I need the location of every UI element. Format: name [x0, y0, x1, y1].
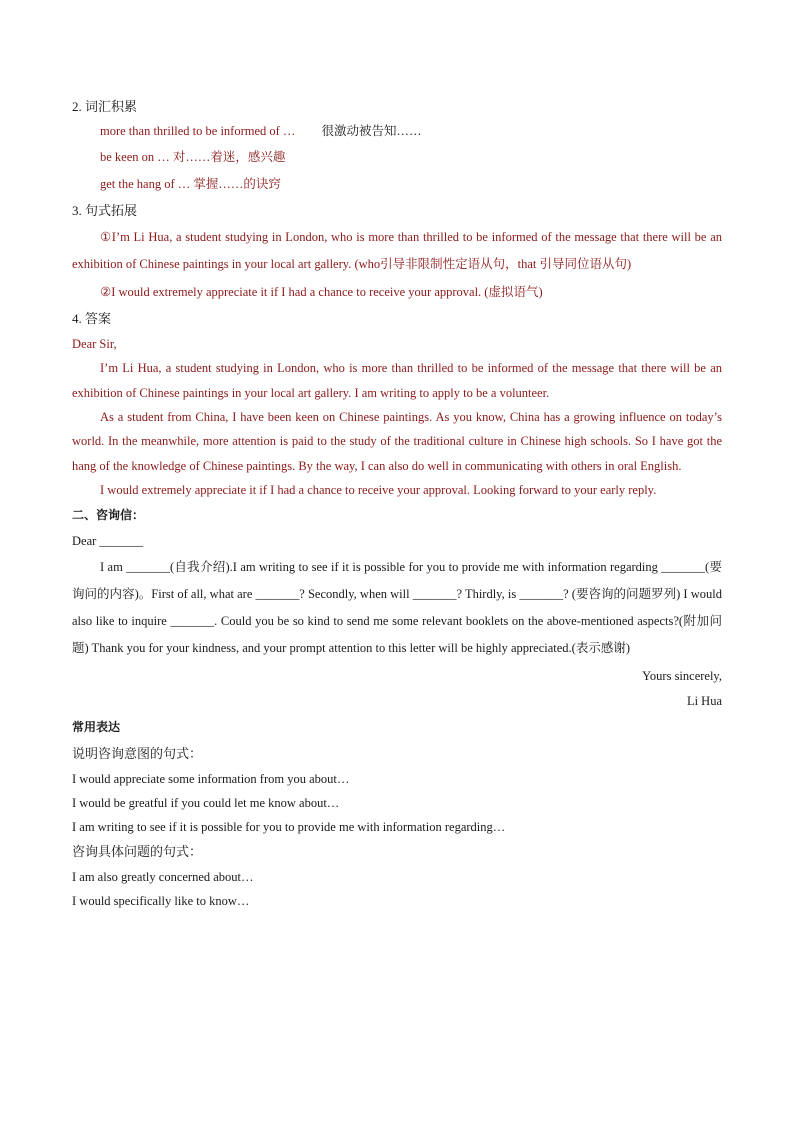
document-page — [72, 94, 722, 913]
section-2-heading: 2. 词汇积累 — [72, 99, 138, 114]
vocab-item-1-cn: 很激动被告知…… — [321, 124, 422, 138]
vocab-item-3: get the hang of … 掌握……的诀窍 — [100, 177, 281, 191]
inquiry-letter-heading: 二、咨询信： — [72, 508, 145, 523]
expression-2-2: I would specifically like to know… — [72, 894, 250, 909]
sentence-pattern-1: ①I’m Li Hua, a student studying in London, who is more than thrilled to be informed of the message that there will be an exhibition of Chinese paintings in your local art gallery. (who引导非限制性定语从句，that 引导同位语从句) — [72, 230, 722, 271]
expression-1-3: I am writing to see if it is possible for you to provide me with information regarding… — [72, 820, 506, 835]
answer-paragraph-2: As a student from China, I have been keen on Chinese paintings. As you know, China has a growing influence on today’s world. In the meanwhile, more attention is paid to the study of the traditional culture in Chinese high schools. So I have got the hang of the knowledge of Chinese paintings. By the way, I can also do well in communicating with others in oral English. — [72, 410, 722, 473]
vocab-item-2: be keen on … 对……着迷，感兴趣 — [100, 150, 286, 164]
expressions-heading: 常用表达 — [72, 720, 121, 735]
section-4-heading: 4. 答案 — [72, 311, 112, 326]
inquiry-body: I am _______(自我介绍).I am writing to see if it is possible for you to provide me with information regarding _______(要询问的内容)。First of all, what are _______? Secondly, when will _______? Thirdly, is _______? (要咨询的问题罗列) I would also like to inquire _______. Could you be so kind to send me some relevant booklets on the above-mentioned aspects?(附加问题) Thank you for your kindness, and your prompt attention to this letter will be highly appreciated.(表示感谢) — [72, 560, 722, 656]
expression-2-1: I am also greatly concerned about… — [72, 870, 254, 885]
inquiry-closing: Yours sincerely, — [642, 669, 722, 684]
expressions-subheading-2: 咨询具体问题的句式： — [72, 844, 203, 860]
expressions-subheading-1: 说明咨询意图的句式： — [72, 746, 203, 762]
answer-paragraph-3: I would extremely appreciate it if I had a chance to receive your approval. Looking forward to your early reply. — [100, 482, 657, 497]
section-3-heading: 3. 句式拓展 — [72, 203, 138, 218]
answer-paragraph-1: I’m Li Hua, a student studying in London, who is more than thrilled to be informed of the message that there will be an exhibition of Chinese paintings in your local art gallery. I am writing to apply to be a volunteer. — [72, 361, 722, 400]
vocab-item-1 — [72, 119, 722, 143]
inquiry-signature: Li Hua — [686, 694, 722, 709]
expression-1-2: I would be greatful if you could let me know about… — [72, 796, 340, 811]
answer-salutation: Dear Sir, — [72, 337, 117, 351]
expression-1-1: I would appreciate some information from you about… — [72, 772, 350, 787]
inquiry-salutation: Dear _______ — [72, 534, 144, 549]
sentence-pattern-2: ②I would extremely appreciate it if I had a chance to receive your approval. (虚拟语气) — [100, 285, 543, 299]
vocab-item-1-en: more than thrilled to be informed of … — [100, 124, 296, 138]
